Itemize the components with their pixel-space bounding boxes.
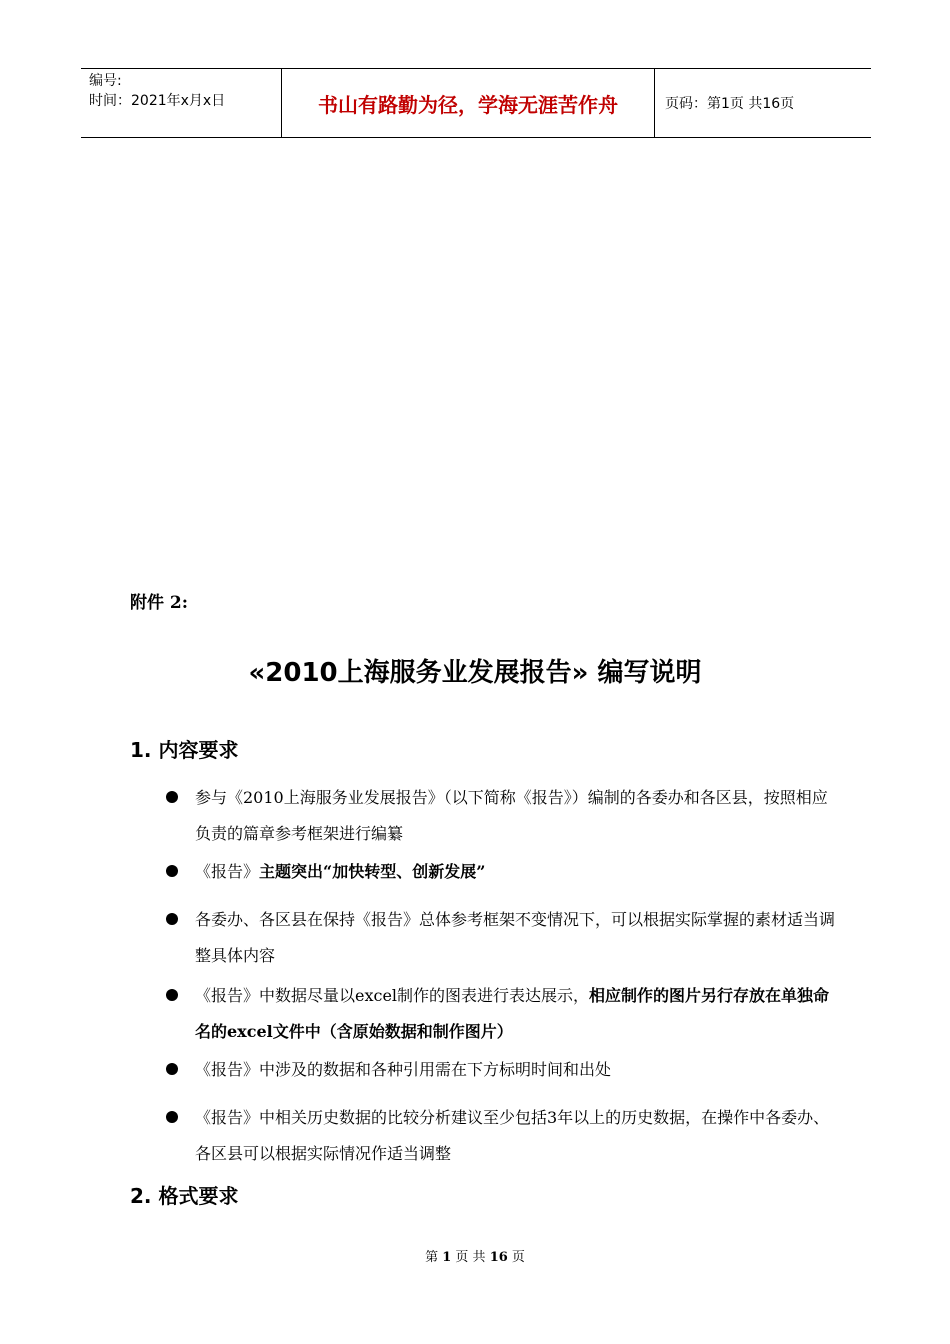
list-item-text: 各委办、各区县在保持《报告》总体参考框架不变情况下，可以根据实际掌握的素材适当调整具体内容 <box>195 910 836 965</box>
list-item-text: 《报告》中数据尽量以excel制作的图表进行表达展示， <box>195 986 590 1005</box>
section-title-content-requirements: 1. 内容要求 <box>130 738 239 762</box>
list-item <box>160 978 840 1050</box>
list-item-bold-text: 相应制作的图片另行存放在单独命名的excel文件中（含原始数据和制作图片） <box>195 986 830 1041</box>
page-footer <box>0 1246 950 1265</box>
attachment-label: 附件 2: <box>130 593 189 613</box>
list-item-text: 《报告》中相关历史数据的比较分析建议至少包括3年以上的历史数据，在操作中各委办、各区县可以根据实际情况作适当调整 <box>195 1108 830 1163</box>
list-item-text: 《报告》中涉及的数据和各种引用需在下方标明时间和出处 <box>195 1060 612 1079</box>
footer-suffix: 页 <box>511 1250 525 1265</box>
bullet-dot-icon <box>166 791 178 803</box>
footer-page-number: 1 <box>442 1250 452 1265</box>
list-item <box>160 1052 840 1088</box>
list-item <box>160 1100 840 1172</box>
bullet-dot-icon <box>166 1063 178 1075</box>
footer-middle: 页 共 <box>455 1250 486 1265</box>
list-item-text: 参与《2010上海服务业发展报告》（以下简称《报告》）编制的各委办和各区县，按照相应负责的篇章参考框架进行编纂 <box>195 788 828 843</box>
bullet-dot-icon <box>166 865 178 877</box>
header-table <box>81 68 871 138</box>
list-item-bold-text: 主题突出“加快转型、创新发展” <box>259 862 486 881</box>
footer-total-pages: 16 <box>489 1250 508 1265</box>
list-item <box>160 780 840 852</box>
bullet-dot-icon <box>166 989 178 1001</box>
document-time-label: 时间：2021年x月x日 <box>89 93 226 109</box>
header-page-info: 页码：第1页 共16页 <box>665 96 795 112</box>
document-title: «2010上海服务业发展报告» 编写说明 <box>248 658 702 688</box>
bullet-dot-icon <box>166 1111 178 1123</box>
footer-prefix: 第 <box>425 1250 439 1265</box>
list-item <box>160 854 840 890</box>
header-left-cell <box>81 69 281 137</box>
list-item-text: 《报告》 <box>195 862 260 881</box>
bullet-dot-icon <box>166 913 178 925</box>
header-motto: 书山有路勤为径，学海无涯苦作舟 <box>281 69 655 137</box>
document-number-label: 编号: <box>89 73 122 89</box>
section-title-format-requirements: 2. 格式要求 <box>130 1184 239 1208</box>
list-item <box>160 902 840 974</box>
